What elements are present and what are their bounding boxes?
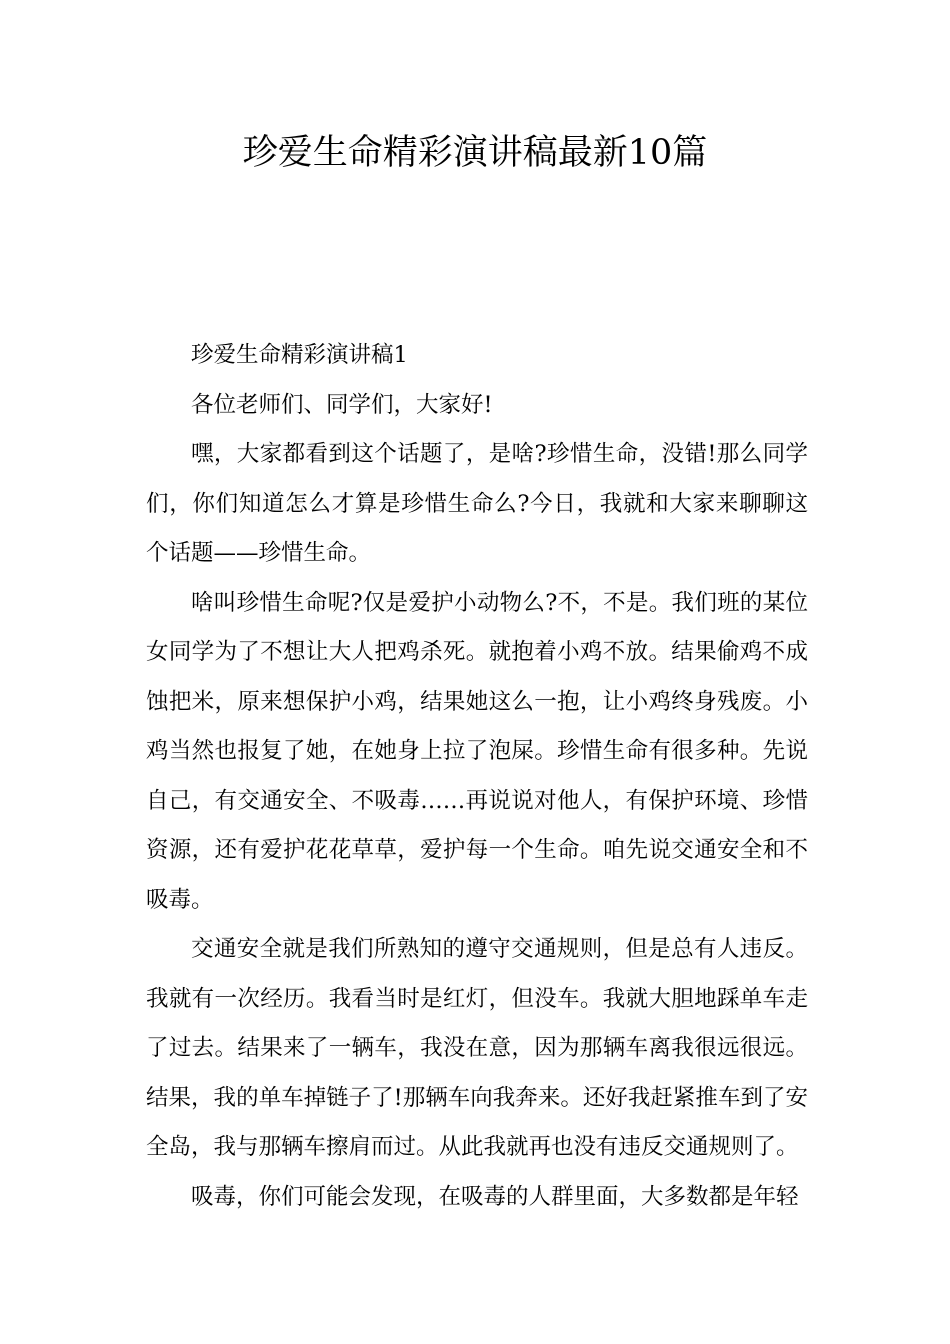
document-body bbox=[146, 331, 808, 1222]
body-paragraph: 啥叫珍惜生命呢?仅是爱护小动物么?不，不是。我们班的某位女同学为了不想让大人把鸡杀死。就抱着小鸡不放。结果偷鸡不成蚀把米，原来想保护小鸡，结果她这么一抱，让小鸡终身残废。小鸡当然也报复了她，在她身上拉了泡屎。珍惜生命有很多种。先说自己，有交通安全、不吸毒……再说说对他人，有保护环境、珍惜资源，还有爱护花花草草，爱护每一个生命。咱先说交通安全和不吸毒。 bbox=[146, 589, 808, 913]
body-paragraph: 吸毒，你们可能会发现，在吸毒的人群里面，大多数都是年轻 bbox=[191, 1183, 799, 1210]
section-heading: 珍爱生命精彩演讲稿1 bbox=[191, 342, 408, 368]
greeting-paragraph: 各位老师们、同学们，大家好! bbox=[191, 391, 493, 418]
body-paragraph: 嘿，大家都看到这个话题了，是啥?珍惜生命，没错!那么同学们，你们知道怎么才算是珍惜生命么?今日，我就和大家来聊聊这个话题——珍惜生命。 bbox=[146, 441, 808, 566]
document-title: 珍爱生命精彩演讲稿最新10篇 bbox=[242, 133, 708, 173]
body-paragraph: 交通安全就是我们所熟知的遵守交通规则，但是总有人违反。我就有一次经历。我看当时是红灯，但没车。我就大胆地踩单车走了过去。结果来了一辆车，我没在意，因为那辆车离我很远很远。结果，我的单车掉链子了!那辆车向我奔来。还好我赶紧推车到了安全岛，我与那辆车擦肩而过。从此我就再也没有违反交通规则了。 bbox=[146, 936, 808, 1160]
